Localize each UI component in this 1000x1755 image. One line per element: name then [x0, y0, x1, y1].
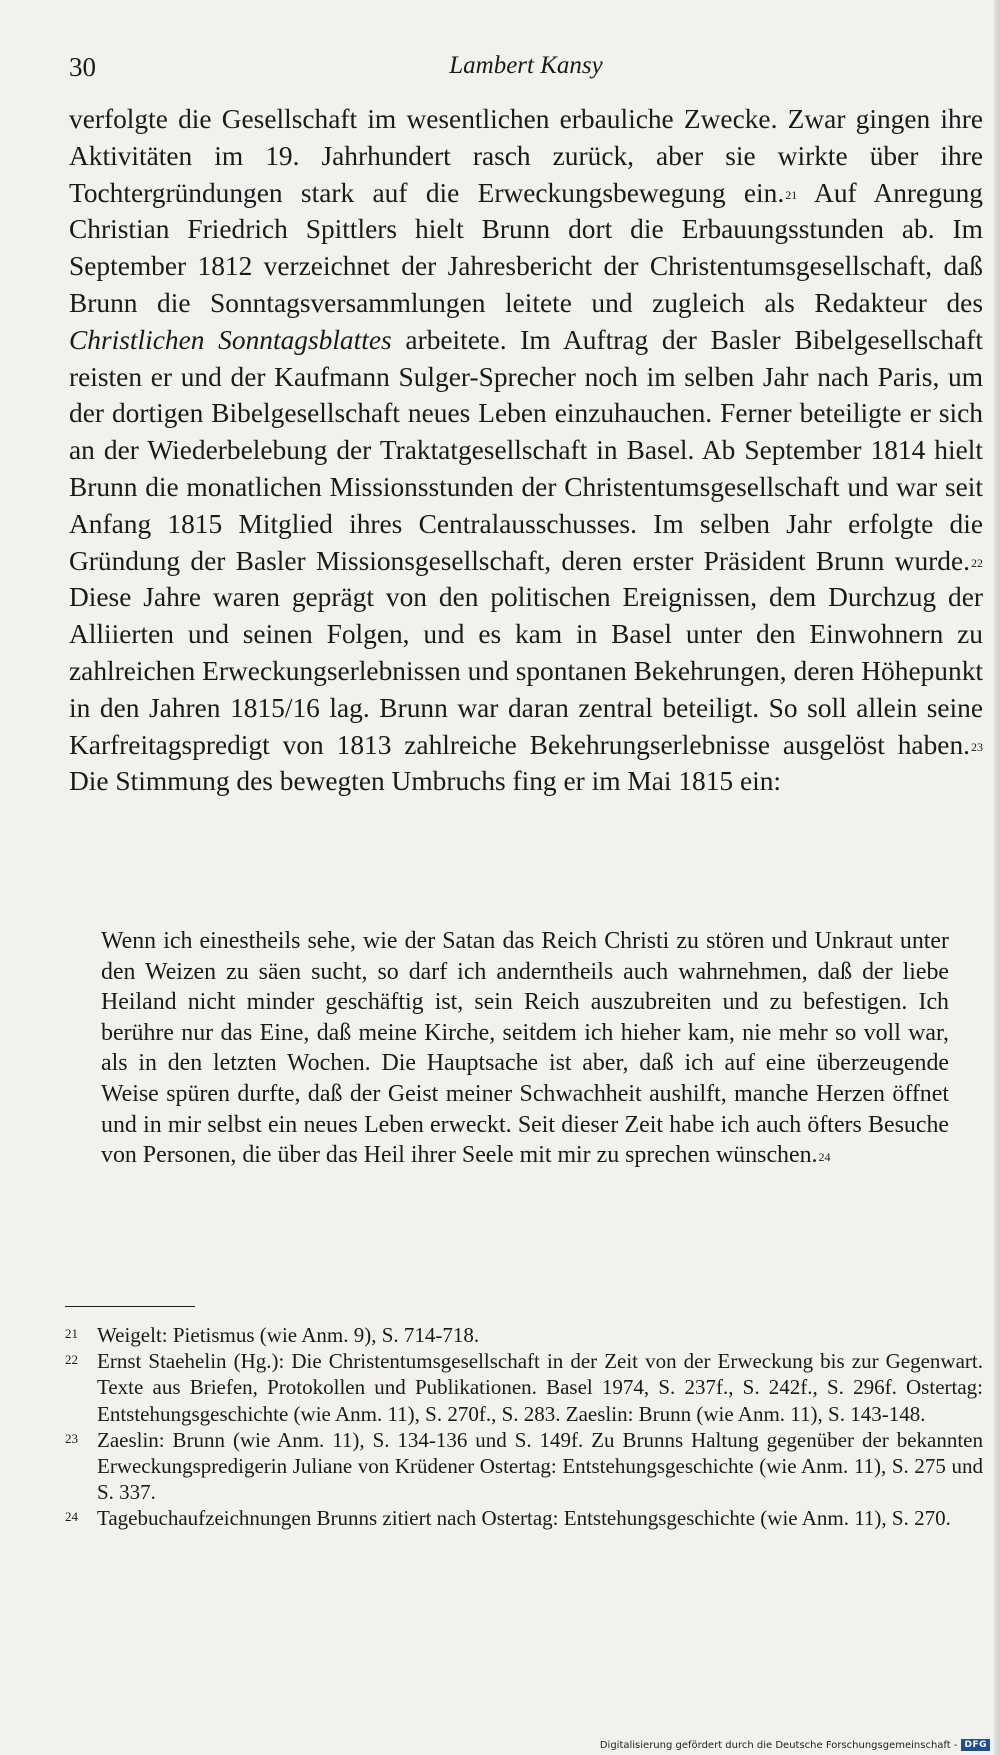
footnote-ref-21[interactable]: 21 [785, 187, 798, 202]
funding-text: Digitalisierung gefördert durch die Deutsche Forschungsgemeinschaft - [599, 1739, 958, 1751]
footnote-text: Weigelt: Pietismus (wie Anm. 9), S. 714-718. [97, 1323, 480, 1347]
footnote-text: Tagebuchaufzeichnungen Brunns zitiert nach Ostertag: Entstehungsgeschichte (wie Anm. 11), S. 270. [97, 1506, 951, 1531]
paragraph [69, 101, 983, 800]
footnote-number: 21 [65, 1326, 78, 1341]
quote-paragraph [101, 926, 949, 1171]
page-number: 30 [69, 52, 96, 82]
footnote-22 [65, 1348, 983, 1427]
footnotes [65, 1322, 983, 1532]
page-edge-shade [994, 0, 1000, 1755]
footnote-21 [65, 1322, 983, 1348]
quote-text: Wenn ich einestheils sehe, wie der Satan das Reich Christi zu stören und Unkraut unter den Weizen zu säen sucht, so darf ich anderntheils auch wahrnehmen, daß der liebe Heiland nicht minder geschäftig ist, sein Reich auszubreiten und zu befestigen. Ich berühre nur das Eine, daß meine Kirche, seitdem ich hieher kam, nie mehr so voll war, als in den letzten Wochen. Die Hauptsache ist aber, daß ich auf eine überzeugende Weise spüren durfte, daß der Geist meiner Schwachheit aushilft, manche Herzen öffnet und in mir selbst ein neues Leben erweckt. Seit dieser Zeit habe ich auch öfters Besuche von Personen, die über das Heil ihrer Seele mit mir zu sprechen wünschen. [101, 928, 949, 1169]
main-paragraph [69, 101, 983, 800]
footnote-24 [65, 1505, 983, 1531]
text-run: Auf Anregung Christian Friedrich Spittlers hielt Brunn dort die Erbauungsstunden ab. Im September 1812 verzeichnet der Jahresbericht der Christentumsgesellschaft, daß Brunn die Sonntagsversammlungen leitete und zugleich als Redakteur des [69, 177, 983, 318]
footnote-ref-23[interactable]: 23 [971, 739, 983, 754]
text-run: verfolgte die Gesellschaft im wesentlichen erbauliche Zwecke. Zwar gingen ihre Aktivitäten im 19. Jahrhundert rasch zurück, aber sie wirkte über ihre Tochtergründungen stark auf die Erweckungsbewegung ein. [69, 104, 983, 208]
italic-title: Christlichen Sonntagsblattes [69, 324, 392, 355]
footnote-number: 23 [65, 1430, 78, 1446]
text-run: Die Stimmung des bewegten Umbruchs fing er im Mai 1815 ein: [69, 766, 782, 797]
text-run: arbeitete. Im Auftrag der Basler Bibelgesellschaft reisten er und der Kaufmann Sulger-Sprecher noch im selben Jahr nach Paris, um der dortigen Bibelgesellschaft neues Leben einzuhauchen. Ferner beteiligte er sich an der Wiederbelebung der Traktatgesellschaft in Basel. Ab September 1814 hielt Brunn die monatlichen Missionsstunden der Christentumsgesellschaft und war seit Anfang 1815 Mitglied ihres Centralausschusses. Im selben Jahr erfolgte die Gründung der Basler Missionsgesellschaft, deren erster Präsident Brunn wurde. [69, 324, 983, 576]
footnote-text: Ernst Staehelin (Hg.): Die Christentumsgesellschaft in der Zeit von der Erweckung bis zur Gegenwart. Texte aus Briefen, Protokollen und Publikationen. Basel 1974, S. 237f., S. 242f., S. 296f. Ostertag: Entstehungsgeschichte (wie Anm. 11), S. 270f., S. 283. Zaeslin: Brunn (wie Anm. 11), S. 143-148. [97, 1349, 983, 1426]
text-run: Diese Jahre waren geprägt von den politischen Ereignissen, dem Durchzug der Alliierten und seinen Folgen, und es kam in Basel unter den Einwohnern zu zahlreichen Erweckungserlebnissen und spontanen Bekehrungen, deren Höhepunkt in den Jahren 1815/16 lag. Brunn war daran zentral beteiligt. So soll allein seine Karfreitagspredigt von 1813 zahlreiche Bekehrungserlebnisse ausgelöst haben. [69, 582, 983, 760]
footnote-text: Zaeslin: Brunn (wie Anm. 11), S. 134-136 und S. 149f. Zu Brunns Haltung gegenüber der bekannten Erweckungspredigerin Juliane von Krüdener Ostertag: Entstehungsgeschichte (wie Anm. 11), S. 275 und S. 337. [97, 1427, 983, 1505]
page-header [69, 52, 983, 92]
footnote-ref-24[interactable]: 24 [818, 1150, 831, 1165]
block-quote [101, 926, 949, 1171]
footnote-ref-22[interactable]: 22 [971, 555, 983, 570]
funding-note [600, 1739, 990, 1751]
footnote-23 [65, 1427, 983, 1506]
running-head: Lambert Kansy [449, 52, 603, 79]
footnote-separator [65, 1306, 195, 1307]
dfg-logo: DFG [961, 1739, 990, 1751]
footnote-number: 22 [65, 1352, 78, 1368]
footnote-number: 24 [65, 1509, 78, 1525]
